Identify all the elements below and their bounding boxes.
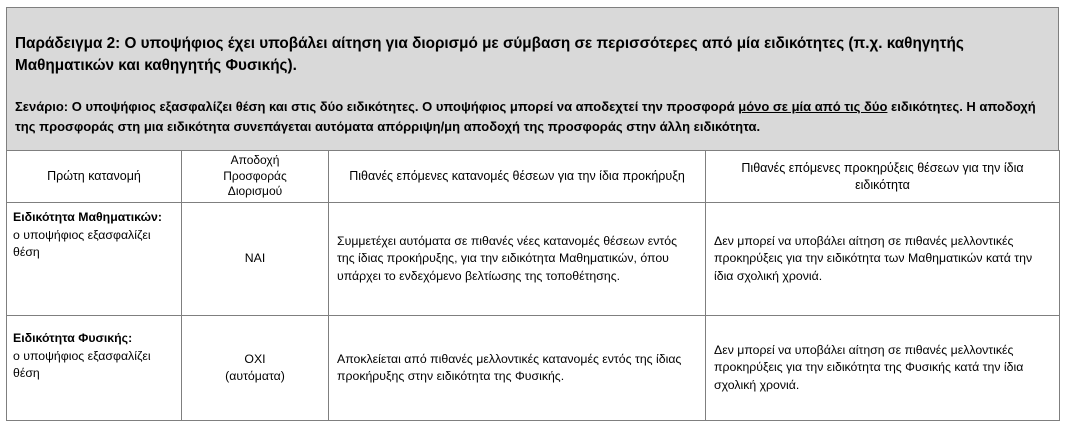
column-header-next-allocations bbox=[329, 151, 706, 203]
specialty-note: ο υποψήφιος εξασφαλίζει θέση bbox=[13, 348, 151, 380]
allocation-table bbox=[6, 150, 1060, 421]
next-announcements-cell: Δεν μπορεί να υποβάλει αίτηση σε πιθανές μελλοντικές προκηρύξεις για την ειδικότητα των Μαθηματικών κατά την ίδια σχολική χρονιά. bbox=[706, 203, 1060, 316]
next-allocations-cell: Αποκλείεται από πιθανές μελλοντικές κατανομές εντός της ίδιας προκήρυξης στην ειδικότητα της Φυσικής. bbox=[329, 316, 706, 421]
table-row bbox=[7, 316, 1060, 421]
acceptance-cell bbox=[182, 203, 329, 316]
scenario-pre: Σενάριο: Ο υποψήφιος εξασφαλίζει θέση και στις δύο ειδικότητες. Ο υποψήφιος μπορεί να αποδεχτεί την προσφορά bbox=[15, 99, 739, 114]
acceptance-cell bbox=[182, 316, 329, 421]
scenario-underlined: μόνο σε μία από τις δύο bbox=[738, 99, 888, 114]
specialty-label: Ειδικότητα Μαθηματικών: bbox=[13, 210, 162, 224]
acceptance-value: ΝΑΙ bbox=[244, 251, 266, 266]
example-header bbox=[6, 7, 1059, 150]
next-allocations-cell: Συμμετέχει αυτόματα σε πιθανές νέες κατανομές θέσεων εντός της ίδιας προκήρυξης, για την ειδικότητα Μαθηματικών, όπου υπάρχει το ενδεχόμενο βελτίωσης της τοποθέτησης. bbox=[329, 203, 706, 316]
scenario-text bbox=[15, 97, 1050, 137]
first-allocation-cell bbox=[7, 203, 182, 316]
column-header-first-allocation: Πρώτη κατανομή bbox=[7, 151, 182, 203]
next-announcements-cell: Δεν μπορεί να υποβάλει αίτηση σε πιθανές μελλοντικές προκηρύξεις για την ειδικότητα της Φυσικής κατά την ίδια σχολική χρονιά. bbox=[706, 316, 1060, 421]
example-2-table bbox=[6, 7, 1059, 421]
column-header-next-announcements-text: Πιθανές επόμενες προκηρύξεις θέσεων για την ίδια ειδικότητα bbox=[741, 160, 1024, 192]
acceptance-value: ΟΧΙ bbox=[244, 351, 266, 366]
acceptance-note: (αυτόματα) bbox=[225, 369, 285, 383]
column-header-next-announcements bbox=[706, 151, 1060, 203]
column-header-next-allocations-text: Πιθανές επόμενες κατανομές θέσεων για την ίδια προκήρυξη bbox=[349, 169, 685, 183]
specialty-note: ο υποψήφιος εξασφαλίζει θέση bbox=[13, 227, 151, 259]
specialty-label: Ειδικότητα Φυσικής: bbox=[13, 331, 133, 345]
table-row bbox=[7, 203, 1060, 316]
scenario-post: ειδικότητες. Η αποδοχή της προσφοράς στη μια ειδικότητα συνεπάγεται αυτόματα απόρριψη/μη αποδοχή της προσφοράς στην άλλη ειδικότητα. bbox=[15, 99, 1036, 134]
column-header-acceptance-text: Αποδοχή Προσφοράς Διορισμού bbox=[223, 153, 287, 199]
table-header-row bbox=[7, 151, 1060, 203]
first-allocation-cell bbox=[7, 316, 182, 421]
column-header-acceptance bbox=[182, 151, 329, 203]
example-title: Παράδειγμα 2: Ο υποψήφιος έχει υποβάλει αίτηση για διορισμό με σύμβαση σε περισσότερες από μία ειδικότητες (π.χ. καθηγητής Μαθηματικών και καθηγητής Φυσικής). bbox=[15, 35, 964, 74]
